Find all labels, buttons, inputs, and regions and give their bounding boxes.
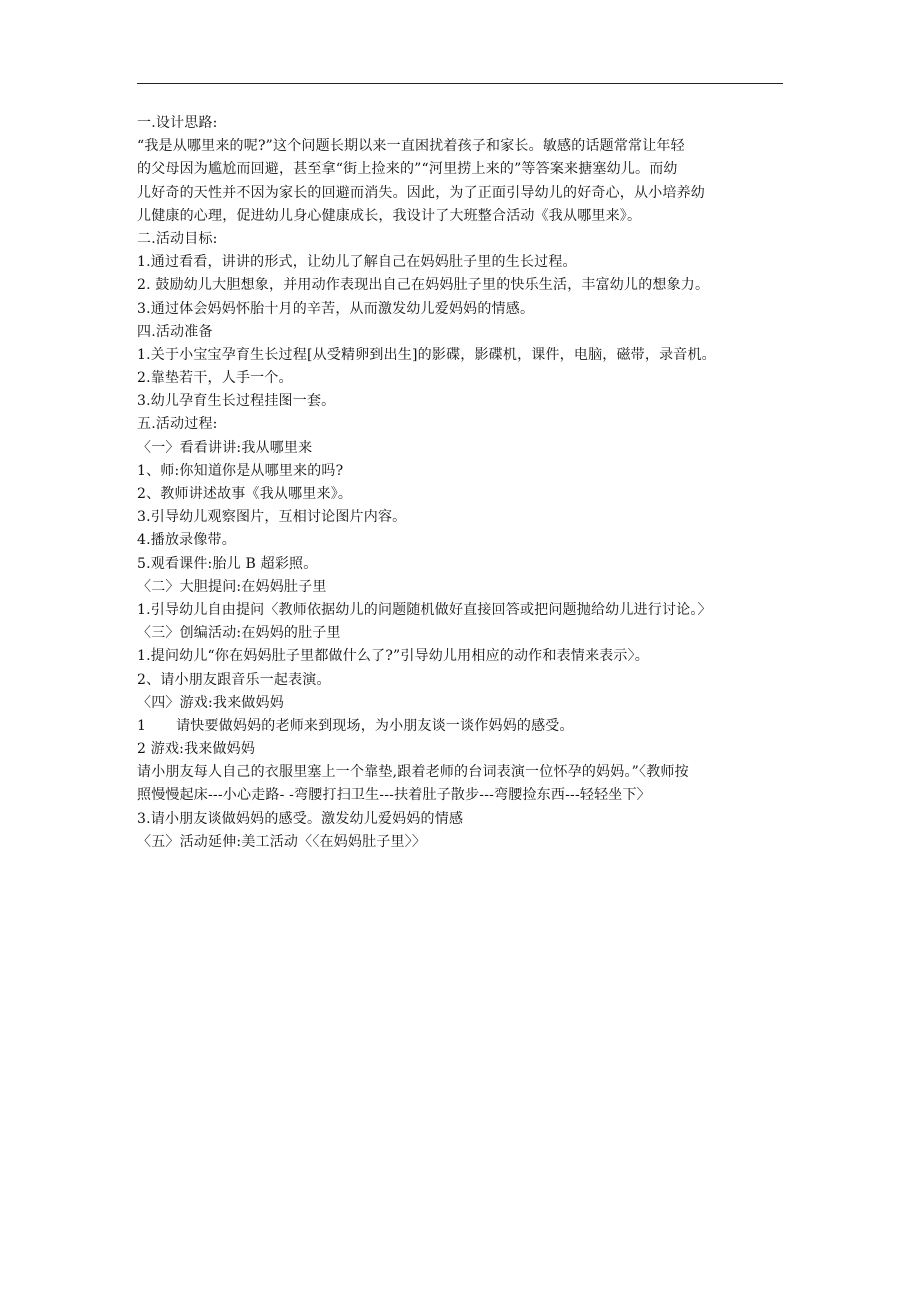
list-item: 1.引导幼儿自由提问〈教师依据幼儿的问题随机做好直接回答或把问题抛给幼儿进行讨论。〉 (137, 601, 712, 618)
list-item: 2、教师讲述故事《我从哪里来》。 (137, 486, 353, 502)
list-item: 3.幼儿孕育生长过程挂图一套。 (137, 393, 336, 410)
list-item: 2 游戏:我来做妈妈 (137, 741, 256, 758)
section-heading: 四.活动准备 (137, 323, 213, 340)
list-item (137, 715, 797, 738)
list-item: 3.引导幼儿观察图片，互相讨论图片内容。 (137, 509, 407, 526)
subsection-heading: 〈一〉看看讲讲:我从哪里来 (137, 439, 313, 456)
document-body (137, 112, 797, 854)
subsection-heading: 〈二〉大胆提问:在妈妈肚子里 (137, 578, 327, 595)
paragraph-line: “我是从哪里来的呢?”这个问题长期以来一直困扰着孩子和家长。敏感的话题常常让年轻 (137, 138, 685, 155)
subsection-heading: 〈三〉创编活动:在妈妈的肚子里 (137, 625, 341, 642)
list-text: 请快要做妈妈的老师来到现场，为小朋友谈一谈作妈妈的感受。 (176, 717, 574, 734)
list-item: 1.提问幼儿“你在妈妈肚子里都做什么了?”引导幼儿用相应的动作和表情来表示〉。 (137, 648, 649, 665)
list-item: 1.通过看看，讲讲的形式，让幼儿了解自己在妈妈肚子里的生长过程。 (137, 254, 577, 271)
header-rule (137, 83, 783, 84)
section-heading: 五.活动过程: (137, 416, 218, 433)
paragraph-line: 的父母因为尴尬而回避，甚至拿“街上捡来的”“河里捞上来的”等答案来搪塞幼儿。而幼 (137, 161, 678, 178)
list-item: 3.请小朋友谈做妈妈的感受。激发幼儿爱妈妈的情感 (137, 810, 464, 827)
paragraph-line: 照慢慢起床---小心走路- -弯腰打扫卫生---扶着肚子散步---弯腰捡东西---轻轻坐下〉 (137, 787, 651, 804)
list-item: 3.通过体会妈妈怀胎十月的辛苦，从而激发幼儿爱妈妈的情感。 (137, 300, 535, 317)
paragraph-line: 儿好奇的天性并不因为家长的回避而消失。因此，为了正面引导幼儿的好奇心，从小培养幼 (137, 184, 705, 201)
paragraph-line: 请小朋友每人自己的衣服里塞上一个靠垫,跟着老师的台词表演一位怀孕的妈妈。”〈教师按 (137, 764, 689, 781)
list-item: 2. 鼓励幼儿大胆想象，并用动作表现出自己在妈妈肚子里的快乐生活，丰富幼儿的想象力。 (137, 277, 710, 294)
list-number: 1 (137, 717, 147, 734)
section-heading: 二.活动目标: (137, 230, 218, 247)
paragraph-line: 儿健康的心理，促进幼儿身心健康成长，我设计了大班整合活动《我从哪里来》。 (137, 207, 642, 224)
subsection-heading: 〈四〉游戏:我来做妈妈 (137, 694, 284, 711)
list-item: 1.关于小宝宝孕育生长过程[从受精卵到出生]的影碟，影碟机，课件，电脑，磁带，录音机。 (137, 346, 716, 363)
list-item: 1、师:你知道你是从哪里来的吗? (137, 462, 344, 479)
list-item: 2、请小朋友跟音乐一起表演。 (137, 671, 331, 688)
list-item: 5.观看课件:胎儿 B 超彩照。 (137, 555, 318, 572)
subsection-heading: 〈五〉活动延伸:美工活动〈〈在妈妈肚子里〉〉 (137, 833, 427, 850)
section-heading: 一.设计思路: (137, 115, 218, 131)
list-item: 4.播放录像带。 (137, 532, 236, 549)
list-item: 2.靠垫若干，人手一个。 (137, 370, 293, 387)
